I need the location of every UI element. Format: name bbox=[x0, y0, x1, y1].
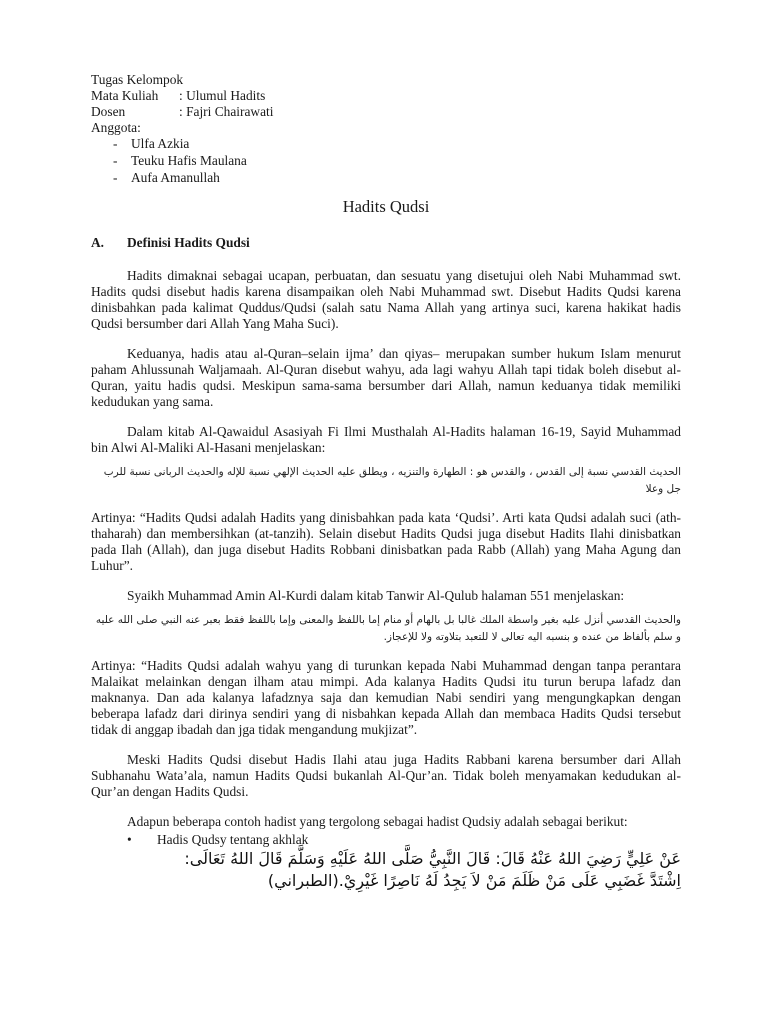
lecturer-value: : Fajri Chairawati bbox=[179, 104, 274, 119]
paragraph: Keduanya, hadis atau al-Quran–selain ijma’ dan qiyas– merupakan sumber hukum Islam menurut paham Ahlussunah Waljamaah. Al-Quran disebut wahyu, ada lagi wahyu Allah tapi tidak boleh disebut al-Quran, yaitu hadis qudsi. Meskipun sama-sama bersumber dari Allah, namun keduanya tidak memiliki kedudukan yang sama. bbox=[91, 346, 681, 409]
course-line bbox=[91, 88, 681, 104]
paragraph: Syaikh Muhammad Amin Al-Kurdi dalam kitab Tanwir Al-Qulub halaman 551 menjelaskan: bbox=[127, 588, 625, 603]
list-dash: - bbox=[113, 153, 118, 168]
member-name: Aufa Amanullah bbox=[131, 170, 220, 185]
arabic-quote: والحديث القدسي أنزل عليه بغير واسطة الملك غالبا بل بالهام أو منام إما باللفظ والمعنى وإما باللفظ فقط بعبر عنه النبي صلى الله عليه و سلم بألفاظ من عنده و بنسبه اليه تعالى لا للتعبد بتلاوته ولا للإعجاز. bbox=[95, 614, 681, 643]
list-dash: - bbox=[113, 170, 118, 185]
paragraph: Artinya: “Hadits Qudsi adalah Hadits yang dinisbahkan pada kata ‘Qudsi’. Arti kata Qudsi adalah suci (ath-thaharah) dan membersihkan (at-tanzih). Selain disebut Hadits Qudsi juga disebut Hadits Ilahi dinisbatkan pada Ilah (Allah), dan juga disebut Hadits Robbani dinisbatkan pada Rabb (Allah) yang Maha Agung dan Luhur”. bbox=[91, 510, 681, 573]
lecturer-label: Dosen bbox=[91, 104, 126, 119]
arabic-hadith-line: اِشْتَدَّ غَضَبِي عَلَى مَنْ ظَلَمَ مَنْ لاَ يَجِدُ لَهُ نَاصِرًا غَيْرِيْ.(الطبراني) bbox=[267, 871, 681, 890]
arabic-hadith-line: عَنْ عَلِيٍّ رَضِيَ اللهُ عَنْهُ قَالَ: قَالَ النَّبِيُّ صَلَّى اللهُ عَلَيْهِ وَسَلَّمَ قَالَ اللهُ تَعَالَى: bbox=[184, 849, 681, 868]
document-page bbox=[91, 72, 681, 892]
paragraph: Meski Hadits Qudsi disebut Hadis Ilahi atau juga Hadits Rabbani karena bersumber dari Allah Subhanahu Wata’ala, namun Hadits Qudsi bukanlah Al-Qur’an. Tidak boleh menyamakan kedudukan al-Qur’an dengan Hadits Qudsi. bbox=[91, 752, 681, 799]
bullet-icon: • bbox=[127, 832, 132, 847]
members-list bbox=[91, 136, 681, 187]
member-name: Teuku Hafis Maulana bbox=[131, 153, 247, 168]
paragraph: Hadits dimaknai sebagai ucapan, perbuatan, dan sesuatu yang disetujui oleh Nabi Muhammad swt. Hadits qudsi disebut hadis karena disampaikan oleh Nabi Muhammad swt. Disebut Hadits Qudsi karena dinisbahkan pada kalimat Quddus/Qudsi (salah satu Nama Allah yang artinya suci, karena hakikat hadis Qudsi bersumber dari Allah Yang Maha Suci). bbox=[91, 268, 681, 331]
list-item bbox=[91, 832, 681, 848]
group-label: Tugas Kelompok bbox=[91, 72, 184, 87]
members-label: Anggota: bbox=[91, 120, 141, 135]
section-heading bbox=[91, 235, 681, 251]
arabic-quote: الحديث القدسي نسبة إلى القدس ، والقدس هو : الطهارة والتنزيه ، ويطلق عليه الحديث الإلهي نسبة للإله والحديث الربانى نسبة للرب جل وعلا bbox=[103, 466, 681, 495]
section-title: Definisi Hadits Qudsi bbox=[127, 235, 250, 250]
course-label: Mata Kuliah bbox=[91, 88, 159, 103]
member-name: Ulfa Azkia bbox=[131, 136, 190, 151]
bullet-text: Hadis Qudsy tentang akhlak bbox=[157, 832, 309, 847]
document-header bbox=[91, 72, 681, 187]
paragraph: Adapun beberapa contoh hadist yang tergolong sebagai hadist Qudsiy adalah sebagai berikut: bbox=[127, 814, 628, 829]
list-item bbox=[91, 136, 681, 153]
section-letter: A. bbox=[91, 235, 105, 250]
list-dash: - bbox=[113, 136, 118, 151]
list-item bbox=[91, 170, 681, 187]
document-title: Hadits Qudsi bbox=[342, 197, 430, 216]
paragraph: Dalam kitab Al-Qawaidul Asasiyah Fi Ilmi Musthalah Al-Hadits halaman 16-19, Sayid Muhammad bin Alwi Al-Maliki Al-Hasani menjelaskan: bbox=[91, 424, 681, 455]
lecturer-line bbox=[91, 104, 681, 120]
paragraph: Artinya: “Hadits Qudsi adalah wahyu yang di turunkan kepada Nabi Muhammad dengan tanpa perantara Malaikat melainkan dengan ilham atau mimpi. Ada kalanya Hadits Qudsi itu turun berupa lafadz dan maknanya. Dan ada kalanya lafadznya saja dan kemudian Nabi sendiri yang mengungkapkan dengan beberapa lafadz dari dirinya sendiri yang di nisbahkan kepada Allah dan membaca Hadits Qudsi tersebut tidak di anggap ibadah dan jga tidak mengandung mukjizat”. bbox=[91, 658, 681, 737]
list-item bbox=[91, 153, 681, 170]
course-value: : Ulumul Hadits bbox=[179, 88, 266, 103]
